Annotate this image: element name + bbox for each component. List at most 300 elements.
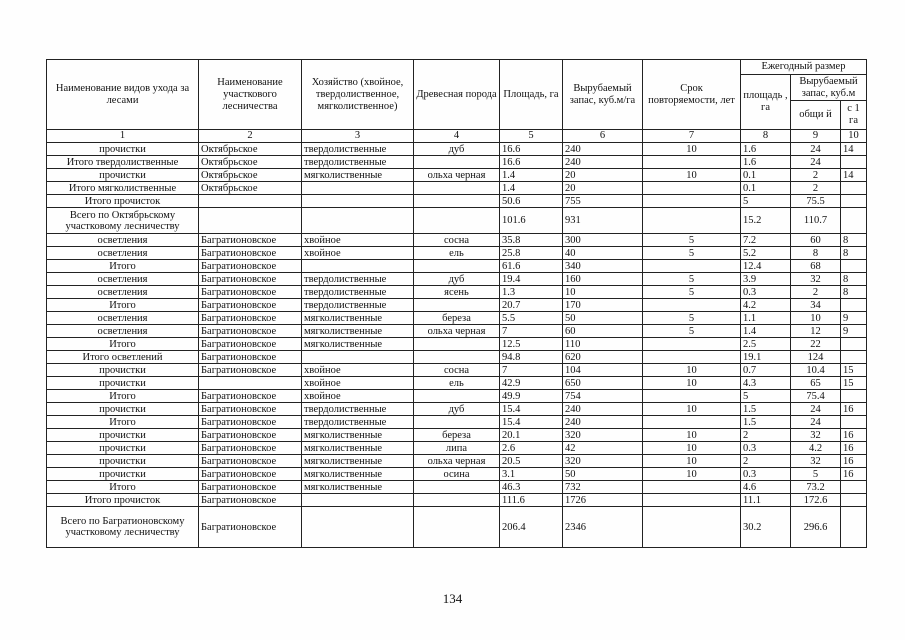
table-row xyxy=(47,182,867,195)
table-cell: прочистки xyxy=(47,143,199,156)
table-cell: Багратионовское xyxy=(199,390,302,403)
table-cell: мягколиственные xyxy=(302,169,414,182)
table-cell: прочистки xyxy=(47,364,199,377)
column-number: 2 xyxy=(199,130,302,143)
table-cell: 1.4 xyxy=(500,182,563,195)
table-cell xyxy=(841,299,867,312)
table-cell: 46.3 xyxy=(500,481,563,494)
table-cell: Итого xyxy=(47,260,199,273)
table-cell: Багратионовское xyxy=(199,312,302,325)
table-cell: 110 xyxy=(563,338,643,351)
column-number: 10 xyxy=(841,130,867,143)
table-cell: 5.2 xyxy=(741,247,791,260)
table-cell: 20 xyxy=(563,182,643,195)
table-cell xyxy=(302,494,414,507)
table-cell: 10 xyxy=(563,286,643,299)
table-cell: Багратионовское xyxy=(199,260,302,273)
table-cell: 49.9 xyxy=(500,390,563,403)
table-cell: твердолиственные xyxy=(302,286,414,299)
table-cell: 9 xyxy=(841,325,867,338)
table-cell: 10 xyxy=(643,468,741,481)
table-cell: мягколиственные xyxy=(302,468,414,481)
table-cell xyxy=(841,481,867,494)
table-cell xyxy=(414,299,500,312)
table-cell xyxy=(841,507,867,548)
table-cell xyxy=(841,182,867,195)
table-cell: 14 xyxy=(841,143,867,156)
table-cell: твердолиственные xyxy=(302,156,414,169)
table-cell: 16 xyxy=(841,468,867,481)
table-row xyxy=(47,377,867,390)
table-cell: 50.6 xyxy=(500,195,563,208)
table-cell: дуб xyxy=(414,403,500,416)
header-annual-per-ha: с 1 га xyxy=(841,101,867,130)
table-cell xyxy=(414,156,500,169)
table-cell: 12 xyxy=(791,325,841,338)
table-cell: 240 xyxy=(563,143,643,156)
table-cell: 65 xyxy=(791,377,841,390)
table-cell: 111.6 xyxy=(500,494,563,507)
table-cell: сосна xyxy=(414,364,500,377)
table-cell: 0.3 xyxy=(741,468,791,481)
table-cell: 5 xyxy=(741,195,791,208)
table-cell: 20.1 xyxy=(500,429,563,442)
table-row xyxy=(47,247,867,260)
table-cell: 8 xyxy=(841,234,867,247)
table-cell: 15 xyxy=(841,377,867,390)
table-cell: 124 xyxy=(791,351,841,364)
table-cell: дуб xyxy=(414,273,500,286)
table-cell: ель xyxy=(414,377,500,390)
table-cell: 160 xyxy=(563,273,643,286)
table-cell: 110.7 xyxy=(791,208,841,234)
table-cell: сосна xyxy=(414,234,500,247)
table-cell: 24 xyxy=(791,403,841,416)
table-cell: Октябрьское xyxy=(199,143,302,156)
table-cell: 42 xyxy=(563,442,643,455)
table-cell: 10 xyxy=(643,442,741,455)
table-cell: Итого прочисток xyxy=(47,195,199,208)
table-cell: 755 xyxy=(563,195,643,208)
table-cell: 25.8 xyxy=(500,247,563,260)
table-cell: 35.8 xyxy=(500,234,563,247)
table-cell: 50 xyxy=(563,468,643,481)
table-cell xyxy=(414,390,500,403)
column-number: 9 xyxy=(791,130,841,143)
table-cell: осветления xyxy=(47,273,199,286)
table-cell: 15.4 xyxy=(500,416,563,429)
table-cell: мягколиственные xyxy=(302,429,414,442)
table-cell: Октябрьское xyxy=(199,169,302,182)
table-cell xyxy=(302,351,414,364)
table-cell: 19.4 xyxy=(500,273,563,286)
header-annual: Ежегодный размер xyxy=(741,60,867,75)
table-cell: 30.2 xyxy=(741,507,791,548)
table-cell: 68 xyxy=(791,260,841,273)
table-cell: 320 xyxy=(563,429,643,442)
table-cell: Октябрьское xyxy=(199,156,302,169)
table-cell xyxy=(643,156,741,169)
table-header xyxy=(47,60,867,143)
table-cell xyxy=(643,481,741,494)
table-cell: 240 xyxy=(563,416,643,429)
table-row xyxy=(47,338,867,351)
table-cell xyxy=(643,351,741,364)
table-cell: 20 xyxy=(563,169,643,182)
table-cell: прочистки xyxy=(47,468,199,481)
table-cell: 2 xyxy=(741,455,791,468)
header-species: Древесная порода xyxy=(414,60,500,130)
table-cell: твердолиственные xyxy=(302,403,414,416)
table-cell: 4.2 xyxy=(791,442,841,455)
table-cell: ольха черная xyxy=(414,455,500,468)
table-cell: 320 xyxy=(563,455,643,468)
table-cell: 10 xyxy=(643,377,741,390)
table-cell: 1.4 xyxy=(500,169,563,182)
table-row xyxy=(47,299,867,312)
table-cell xyxy=(643,195,741,208)
table-cell: Итого xyxy=(47,390,199,403)
table-row xyxy=(47,325,867,338)
table-cell: 4.6 xyxy=(741,481,791,494)
table-cell: 300 xyxy=(563,234,643,247)
header-care-type: Наименование видов ухода за лесами xyxy=(47,60,199,130)
table-cell: 10 xyxy=(643,143,741,156)
table-row xyxy=(47,494,867,507)
table-cell xyxy=(841,195,867,208)
table-cell: береза xyxy=(414,429,500,442)
table-cell: 1726 xyxy=(563,494,643,507)
table-cell: Итого xyxy=(47,299,199,312)
table-row xyxy=(47,416,867,429)
table-cell: Багратионовское xyxy=(199,247,302,260)
table-cell: Итого твердолиственные xyxy=(47,156,199,169)
table-cell: 10 xyxy=(643,364,741,377)
table-cell: Багратионовское xyxy=(199,442,302,455)
table-cell: 24 xyxy=(791,416,841,429)
table-cell: 101.6 xyxy=(500,208,563,234)
table-cell xyxy=(302,195,414,208)
table-cell: 172.6 xyxy=(791,494,841,507)
table-cell: 7 xyxy=(500,325,563,338)
table-cell: 1.3 xyxy=(500,286,563,299)
table-cell xyxy=(414,208,500,234)
table-cell: 2.6 xyxy=(500,442,563,455)
table-row xyxy=(47,273,867,286)
table-cell: 340 xyxy=(563,260,643,273)
table-cell xyxy=(414,351,500,364)
table-cell: 5 xyxy=(791,468,841,481)
table-cell: 170 xyxy=(563,299,643,312)
table-cell: мягколиственные xyxy=(302,481,414,494)
table-cell: Багратионовское xyxy=(199,286,302,299)
table-row xyxy=(47,507,867,548)
table-cell: 104 xyxy=(563,364,643,377)
table-cell: 1.4 xyxy=(741,325,791,338)
table-cell xyxy=(414,494,500,507)
table-cell: 9 xyxy=(841,312,867,325)
table-cell: 14 xyxy=(841,169,867,182)
column-number: 4 xyxy=(414,130,500,143)
table-cell: 5 xyxy=(741,390,791,403)
table-row xyxy=(47,351,867,364)
table-cell xyxy=(643,299,741,312)
table-row xyxy=(47,403,867,416)
table-cell: осветления xyxy=(47,286,199,299)
table-cell xyxy=(414,182,500,195)
table-cell: 75.5 xyxy=(791,195,841,208)
table-cell: прочистки xyxy=(47,169,199,182)
table-row xyxy=(47,260,867,273)
table-row xyxy=(47,169,867,182)
table-row xyxy=(47,156,867,169)
page-number: 134 xyxy=(442,591,463,606)
table-cell xyxy=(841,208,867,234)
table-cell: 2 xyxy=(791,169,841,182)
table-cell: 2.5 xyxy=(741,338,791,351)
table-cell: Багратионовское xyxy=(199,325,302,338)
table-cell: 15.4 xyxy=(500,403,563,416)
table-cell xyxy=(414,416,500,429)
table-cell: дуб xyxy=(414,143,500,156)
table-cell: Багратионовское xyxy=(199,299,302,312)
table-cell: Багратионовское xyxy=(199,273,302,286)
table-cell: 5 xyxy=(643,234,741,247)
table-cell: 15 xyxy=(841,364,867,377)
column-number: 8 xyxy=(741,130,791,143)
table-cell: твердолиственные xyxy=(302,416,414,429)
table-cell: 15.2 xyxy=(741,208,791,234)
table-cell: мягколиственные xyxy=(302,338,414,351)
table-cell: 620 xyxy=(563,351,643,364)
table-cell: 1.6 xyxy=(741,156,791,169)
table-row xyxy=(47,481,867,494)
table-cell: 19.1 xyxy=(741,351,791,364)
table-cell: 5 xyxy=(643,312,741,325)
table-cell: Багратионовское xyxy=(199,351,302,364)
table-cell: 10.4 xyxy=(791,364,841,377)
table-cell: 12.4 xyxy=(741,260,791,273)
table-cell: прочистки xyxy=(47,455,199,468)
table-cell xyxy=(841,156,867,169)
table-cell xyxy=(643,338,741,351)
table-cell: 10 xyxy=(791,312,841,325)
table-cell xyxy=(414,481,500,494)
table-cell: 32 xyxy=(791,455,841,468)
table-cell: 50 xyxy=(563,312,643,325)
table-cell: Итого xyxy=(47,338,199,351)
table-cell: ясень xyxy=(414,286,500,299)
table-cell xyxy=(414,507,500,548)
table-cell: 931 xyxy=(563,208,643,234)
header-annual-area: площадь , га xyxy=(741,75,791,130)
table-cell xyxy=(302,208,414,234)
table-cell: 20.5 xyxy=(500,455,563,468)
table-cell: 8 xyxy=(841,273,867,286)
table-cell: Багратионовское xyxy=(199,429,302,442)
table-cell: 22 xyxy=(791,338,841,351)
table-cell: Багратионовское xyxy=(199,338,302,351)
table-cell: береза xyxy=(414,312,500,325)
table-row xyxy=(47,195,867,208)
table-cell: 75.4 xyxy=(791,390,841,403)
table-cell: 73.2 xyxy=(791,481,841,494)
table-cell xyxy=(302,507,414,548)
table-cell: 8 xyxy=(791,247,841,260)
table-cell: 3.1 xyxy=(500,468,563,481)
header-annual-volume: Вырубаемый запас, куб.м xyxy=(791,75,867,101)
table-cell: 16.6 xyxy=(500,143,563,156)
table-cell: 61.6 xyxy=(500,260,563,273)
table-cell: 16 xyxy=(841,429,867,442)
table-cell xyxy=(643,494,741,507)
table-row xyxy=(47,286,867,299)
table-cell: 650 xyxy=(563,377,643,390)
table-cell: 0.3 xyxy=(741,286,791,299)
table-cell: 5 xyxy=(643,247,741,260)
table-cell: Багратионовское xyxy=(199,403,302,416)
column-number: 5 xyxy=(500,130,563,143)
table-cell xyxy=(199,195,302,208)
table-cell: 8 xyxy=(841,247,867,260)
column-numbers-row xyxy=(47,130,867,143)
table-cell: Багратионовское xyxy=(199,234,302,247)
table-cell: 754 xyxy=(563,390,643,403)
table-cell: 20.7 xyxy=(500,299,563,312)
table-cell xyxy=(302,182,414,195)
table-cell: 5 xyxy=(643,286,741,299)
table-cell: прочистки xyxy=(47,442,199,455)
table-cell: 240 xyxy=(563,156,643,169)
table-cell: 16 xyxy=(841,455,867,468)
table-cell: Итого xyxy=(47,481,199,494)
table-row xyxy=(47,429,867,442)
table-cell: Итого xyxy=(47,416,199,429)
table-cell: 240 xyxy=(563,403,643,416)
table-cell: Багратионовское xyxy=(199,468,302,481)
table-row xyxy=(47,208,867,234)
table-row xyxy=(47,468,867,481)
table-cell xyxy=(414,195,500,208)
table-cell: 32 xyxy=(791,429,841,442)
header-district: Наименование участкового лесничества xyxy=(199,60,302,130)
table-cell: Багратионовское xyxy=(199,455,302,468)
table-cell: 732 xyxy=(563,481,643,494)
table-cell: 4.2 xyxy=(741,299,791,312)
table-cell: твердолиственные xyxy=(302,143,414,156)
table-cell: осветления xyxy=(47,325,199,338)
table-cell: 8 xyxy=(841,286,867,299)
table-cell: Багратионовское xyxy=(199,416,302,429)
table-cell xyxy=(643,416,741,429)
table-cell: прочистки xyxy=(47,377,199,390)
table-cell: 16 xyxy=(841,442,867,455)
table-cell: 296.6 xyxy=(791,507,841,548)
table-cell: мягколиственные xyxy=(302,442,414,455)
table-cell: Багратионовское xyxy=(199,494,302,507)
table-cell: ель xyxy=(414,247,500,260)
table-cell: 16 xyxy=(841,403,867,416)
table-cell: 1.5 xyxy=(741,403,791,416)
table-body xyxy=(47,143,867,548)
column-number: 1 xyxy=(47,130,199,143)
table-cell: 10 xyxy=(643,455,741,468)
table-cell: 60 xyxy=(563,325,643,338)
table-cell: 94.8 xyxy=(500,351,563,364)
table-cell: Итого прочисток xyxy=(47,494,199,507)
table-cell: 24 xyxy=(791,143,841,156)
table-cell: 60 xyxy=(791,234,841,247)
table-cell xyxy=(643,260,741,273)
table-cell: 4.3 xyxy=(741,377,791,390)
table-cell: Всего по Октябрьскому участковому лесничеству xyxy=(47,208,199,234)
table-cell: 2 xyxy=(791,286,841,299)
table-cell: 2346 xyxy=(563,507,643,548)
table-cell xyxy=(302,260,414,273)
table-cell: хвойное xyxy=(302,377,414,390)
table-cell: хвойное xyxy=(302,364,414,377)
table-cell: 7.2 xyxy=(741,234,791,247)
table-cell: хвойное xyxy=(302,247,414,260)
table-cell: твердолиственные xyxy=(302,273,414,286)
table-cell: 2 xyxy=(791,182,841,195)
table-cell xyxy=(414,338,500,351)
table-cell: 0.3 xyxy=(741,442,791,455)
column-number: 6 xyxy=(563,130,643,143)
table-cell: 5 xyxy=(643,273,741,286)
table-cell: липа xyxy=(414,442,500,455)
header-area: Площадь, га xyxy=(500,60,563,130)
table-row xyxy=(47,143,867,156)
table-cell: Всего по Багратионовскому участковому лесничеству xyxy=(47,507,199,548)
table-cell: осветления xyxy=(47,247,199,260)
table-row xyxy=(47,234,867,247)
table-cell: Октябрьское xyxy=(199,182,302,195)
table-cell: 5.5 xyxy=(500,312,563,325)
table-cell: 1.5 xyxy=(741,416,791,429)
table-cell xyxy=(199,208,302,234)
table-cell: осветления xyxy=(47,234,199,247)
table-cell: Багратионовское xyxy=(199,507,302,548)
table-cell: 11.1 xyxy=(741,494,791,507)
table-cell: твердолиственные xyxy=(302,299,414,312)
table-cell: ольха черная xyxy=(414,169,500,182)
table-cell xyxy=(199,377,302,390)
table-cell xyxy=(841,260,867,273)
table-cell xyxy=(643,182,741,195)
table-cell xyxy=(643,390,741,403)
table-cell: 10 xyxy=(643,403,741,416)
table-cell: 34 xyxy=(791,299,841,312)
table-row xyxy=(47,364,867,377)
header-annual-total: общи й xyxy=(791,101,841,130)
table-row xyxy=(47,455,867,468)
table-cell: 0.1 xyxy=(741,169,791,182)
table-cell: 5 xyxy=(643,325,741,338)
table-cell: 12.5 xyxy=(500,338,563,351)
table-cell: мягколиственные xyxy=(302,325,414,338)
table-cell: мягколиственные xyxy=(302,455,414,468)
table-cell: 10 xyxy=(643,169,741,182)
table-cell xyxy=(841,494,867,507)
table-cell: 16.6 xyxy=(500,156,563,169)
table-cell: 3.9 xyxy=(741,273,791,286)
table-row xyxy=(47,312,867,325)
forest-care-table xyxy=(46,59,867,548)
table-cell: Багратионовское xyxy=(199,364,302,377)
table-cell: Итого осветлений xyxy=(47,351,199,364)
table-cell: хвойное xyxy=(302,390,414,403)
